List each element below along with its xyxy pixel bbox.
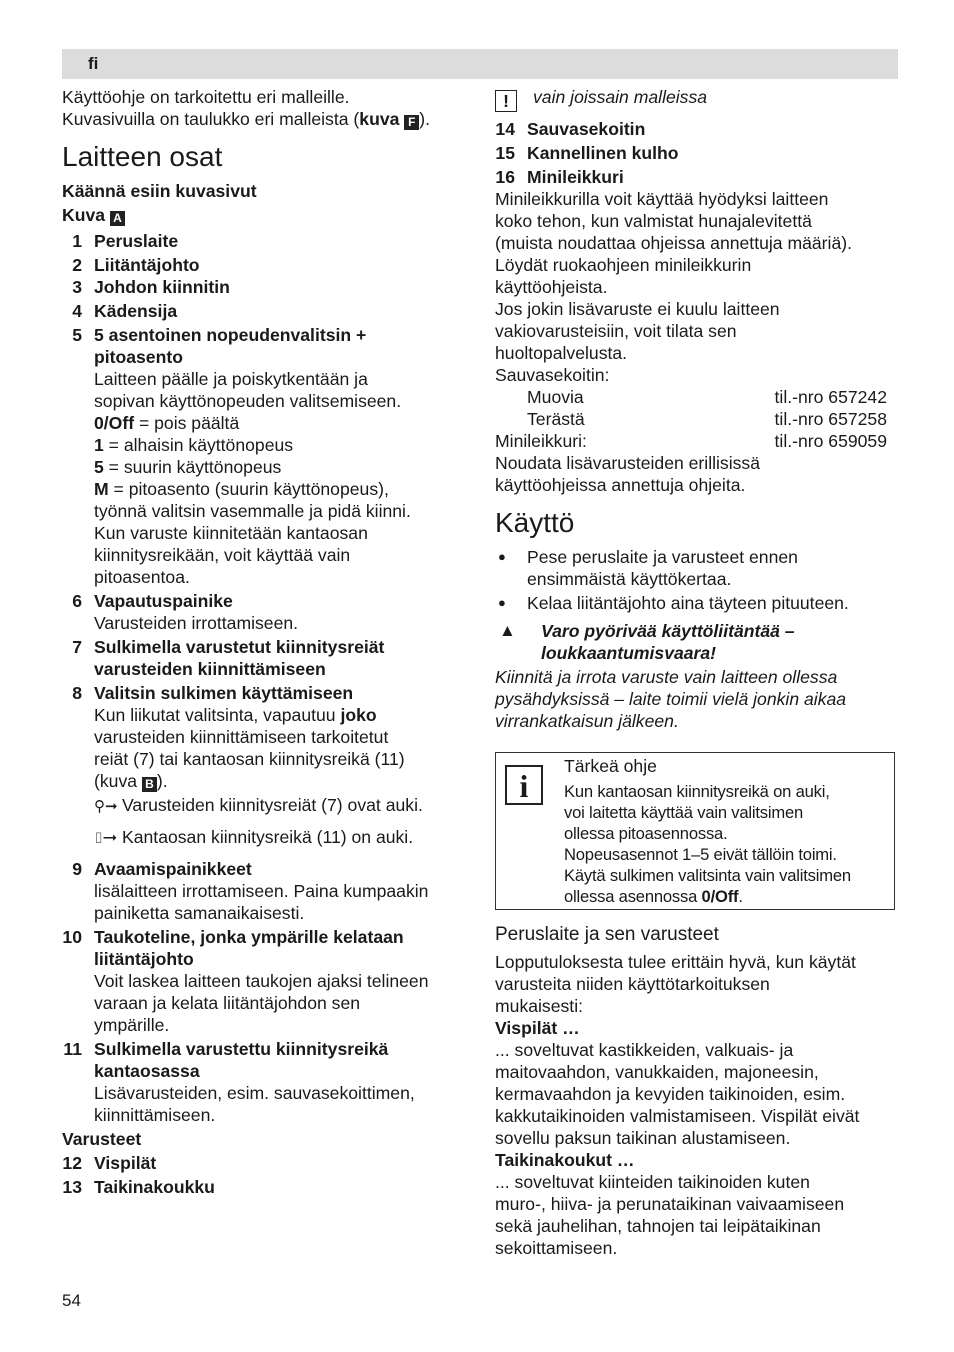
language-bar: [62, 49, 898, 79]
part-13: 13 Taikinakoukku: [62, 1177, 215, 1197]
bullet-cord: ● Kelaa liitäntäjohto aina täyteen pituuteen.: [495, 592, 895, 614]
part-5: 5 5 asentoinen nopeudenvalitsin + pitoasento Laitteen päälle ja poiskytkentään ja sopivan käyttönopeuden valitsemiseen. 0/Off = pois päältä 1 = alhaisin käyttönopeus 5 = suurin käyttönopeus M = pitoasento (suurin käyttönopeus), työnnä valitsin vasemmalle ja pidä kiinni. Kun varuste kiinnitetään kantaosan kiinnitysreikään, voit käyttää vain pitoasentoa.: [72, 325, 411, 587]
part-1: 1 Peruslaite: [72, 231, 179, 251]
order-row-plastic: Muovia til.-nro 657242: [527, 387, 887, 407]
figure-a-box: A: [110, 211, 125, 226]
part-15: 15 Kannellinen kulho: [495, 143, 679, 163]
info-icon: i: [505, 765, 543, 805]
part-2: 2 Liitäntäjohto: [72, 255, 200, 275]
important-note-box: [495, 752, 895, 910]
result-text: Lopputuloksesta tulee erittäin hyvä, kun käytät varusteita niiden käyttötarkoituksen mukaisesti:: [495, 952, 856, 1016]
part-12: 12 Vispilät: [62, 1153, 157, 1173]
order-row-minichopper: Minileikkuri: til.-nro 659059: [495, 431, 887, 451]
base-unit-heading: Peruslaite ja sen varusteet: [495, 924, 719, 945]
base-hole-icon: ⌷➞: [94, 830, 117, 847]
dough-hooks-text: ... soveltuvat kiinteiden taikinoiden kuten muro-, hiiva- ja perunataikinan vaivaamiseen sekä jauhelihan, tahnojen tai leipätaikinan sekoittamiseen.: [495, 1172, 845, 1258]
part-6: 6 Vapautuspainike Varusteiden irrottamiseen.: [72, 591, 299, 633]
part-7: 7 Sulkimella varustetut kiinnitysreiät varusteiden kiinnittämiseen: [72, 637, 385, 679]
warning-triangle-icon: ▲: [499, 621, 516, 640]
part-9: 9 Avaamispainikkeet lisälaitteen irrottamiseen. Paina kumpaakin painiketta samanaikaisesti.: [72, 859, 429, 923]
part-11: 11 Sulkimella varustettu kiinnitysreikä kantaosassa Lisävarusteiden, esim. sauvasekoittimen, kiinnittämiseen.: [63, 1039, 415, 1125]
intro-line-1: Käyttöohje on tarkoitettu eri malleille.: [62, 87, 350, 107]
whisks-heading: Vispilät …: [495, 1018, 580, 1038]
section-title-use: Käyttö: [495, 507, 575, 538]
warning-rotating: ▲ Varo pyörivää käyttöliitäntää – loukkaantumisvaara!: [499, 621, 795, 663]
part-16: 16 Minileikkuri: [495, 167, 624, 187]
part-8: 8 Valitsin sulkimen käyttämiseen Kun liikutat valitsinta, vapautuu joko varusteiden kiinnittämiseen tarkoitetut reiät (7) tai kantaosan kiinnitysreikä (11) (kuva B ). ⚲➞ Varusteiden kiinnitysreiät (7) ovat auki. ⌷➞ Kantaosan kiinnitysreikä (11) on auki.: [62, 682, 474, 850]
part-3: 3 Johdon kiinnitin: [72, 277, 230, 297]
part-14: 14 Sauvasekoitin: [495, 119, 646, 139]
turn-pages-note: Käännä esiin kuvasivut: [62, 181, 257, 201]
blender-label: Sauvasekoitin:: [495, 365, 610, 385]
only-some-models-note: ! vain joissain malleissa: [495, 86, 895, 112]
figure-b-box: B: [142, 777, 157, 792]
dough-hooks-heading: Taikinakoukut …: [495, 1150, 635, 1170]
beater-holes-icon: ⚲➞: [94, 798, 118, 815]
language-code: fi: [88, 54, 99, 73]
part-10: 10 Taukoteline, jonka ympärille kelataan liitäntäjohto Voit laskea laitteen taukojen ajaksi telineen varaan ja kelata liitäntäjohdon sen ympärille.: [62, 927, 429, 1035]
important-note-title: Tärkeä ohje: [564, 756, 657, 776]
section-title-parts: Laitteen osat: [62, 141, 223, 172]
order-text: Jos jokin lisävaruste ei kuulu laitteen vakiovarusteisiin, voit tilata sen huoltopalvelusta.: [495, 299, 780, 363]
exclamation-icon: !: [495, 90, 517, 112]
base-hole-open-line: ⌷➞ Kantaosan kiinnitysreikä (11) on auki.: [94, 826, 474, 850]
minichopper-text: Minileikkurilla voit käyttää hyödyksi laitteen koko tehon, kun valmistat hunajalevitettä (muista noudattaa ohjeissa annettuja määriä). Löydät ruokaohjeen minileikkurin käyttöohjeista.: [495, 189, 852, 297]
bullet-wash: ● Pese peruslaite ja varusteet ennen ensimmäistä käyttökertaa.: [495, 546, 895, 590]
accessories-heading: Varusteet: [62, 1129, 142, 1149]
whisks-text: ... soveltuvat kastikkeiden, valkuais- ja maitovaahdon, vanukkaiden, majoneesin, kermavaahdon ja kevyiden taikinoiden, esim. kakkutaikinoiden valmistamiseen. Vispilät eivät sovellu paksun taikinan alustamiseen.: [495, 1040, 860, 1148]
important-note-body: Kun kantaosan kiinnitysreikä on auki, voi laitetta käyttää vain valitsimen ollessa pitoasennossa. Nopeusasennot 1–5 eivät tällöin toimi. Käytä sulkimen valitsinta vain valitsimen ollessa asennossa 0/Off.: [564, 782, 851, 906]
part-4: 4 Kädensija: [72, 301, 178, 321]
figure-f-box: F: [404, 115, 419, 130]
holes-open-line: ⚲➞ Varusteiden kiinnitysreiät (7) ovat auki.: [94, 794, 474, 818]
page-number: 54: [62, 1291, 81, 1310]
left-column: [62, 86, 474, 1198]
figure-a-label: Kuva A: [62, 204, 474, 226]
right-column: [495, 86, 895, 1259]
separate-instructions-text: Noudata lisävarusteiden erillisissä käyttöohjeissa annettuja ohjeita.: [495, 453, 761, 495]
intro-line-2: Kuvasivuilla on taulukko eri malleista (kuva F ).: [62, 109, 431, 129]
attach-caution-text: Kiinnitä ja irrota varuste vain laitteen ollessa pysähdyksissä – laite toimii vielä jonkin aikaa virrankatkaisun jälkeen.: [495, 667, 847, 731]
order-row-steel: Terästä til.-nro 657258: [527, 409, 887, 429]
